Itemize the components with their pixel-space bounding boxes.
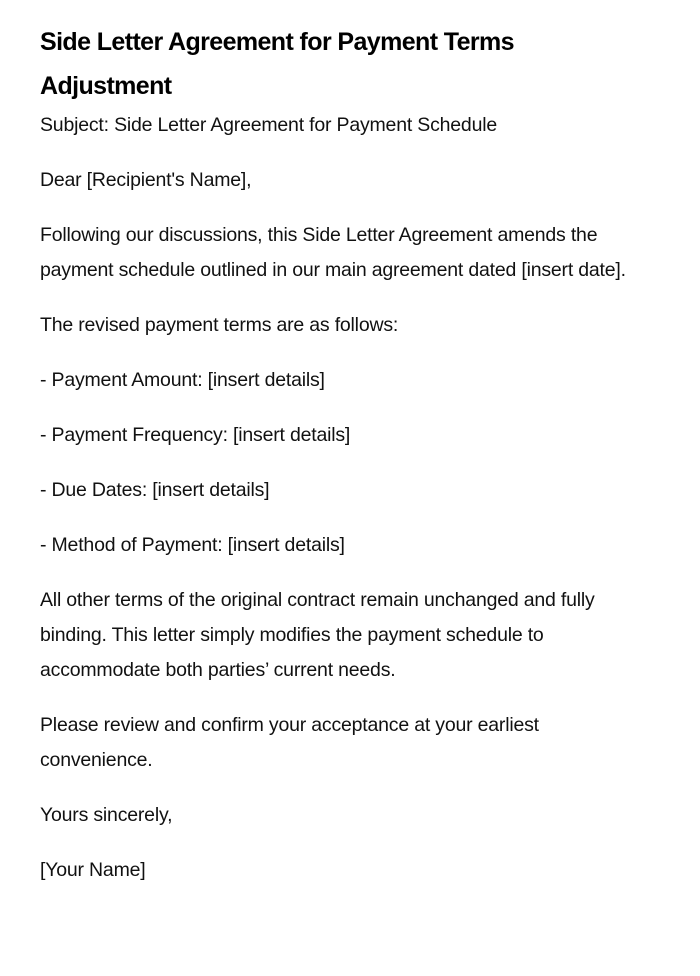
subject-line: Subject: Side Letter Agreement for Payment Schedule <box>40 114 497 136</box>
request-paragraph: Please review and confirm your acceptance at your earliest convenience. <box>40 714 539 771</box>
intro-paragraph: Following our discussions, this Side Letter Agreement amends the payment schedule outlined in our main agreement dated [insert date]. <box>40 224 626 281</box>
other-terms-paragraph: All other terms of the original contract remain unchanged and fully binding. This letter simply modifies the payment schedule to accommodate both parties’ current needs. <box>40 589 595 681</box>
closing: Yours sincerely, <box>40 804 173 826</box>
salutation: Dear [Recipient's Name], <box>40 169 252 191</box>
term-due-dates: - Due Dates: [insert details] <box>40 479 270 501</box>
document-page <box>40 20 650 908</box>
term-payment-amount: - Payment Amount: [insert details] <box>40 369 325 391</box>
document-title: Side Letter Agreement for Payment Terms Adjustment <box>40 28 514 100</box>
term-method-of-payment: - Method of Payment: [insert details] <box>40 534 345 556</box>
terms-intro: The revised payment terms are as follows: <box>40 314 399 336</box>
term-payment-frequency: - Payment Frequency: [insert details] <box>40 424 351 446</box>
signature: [Your Name] <box>40 859 146 881</box>
